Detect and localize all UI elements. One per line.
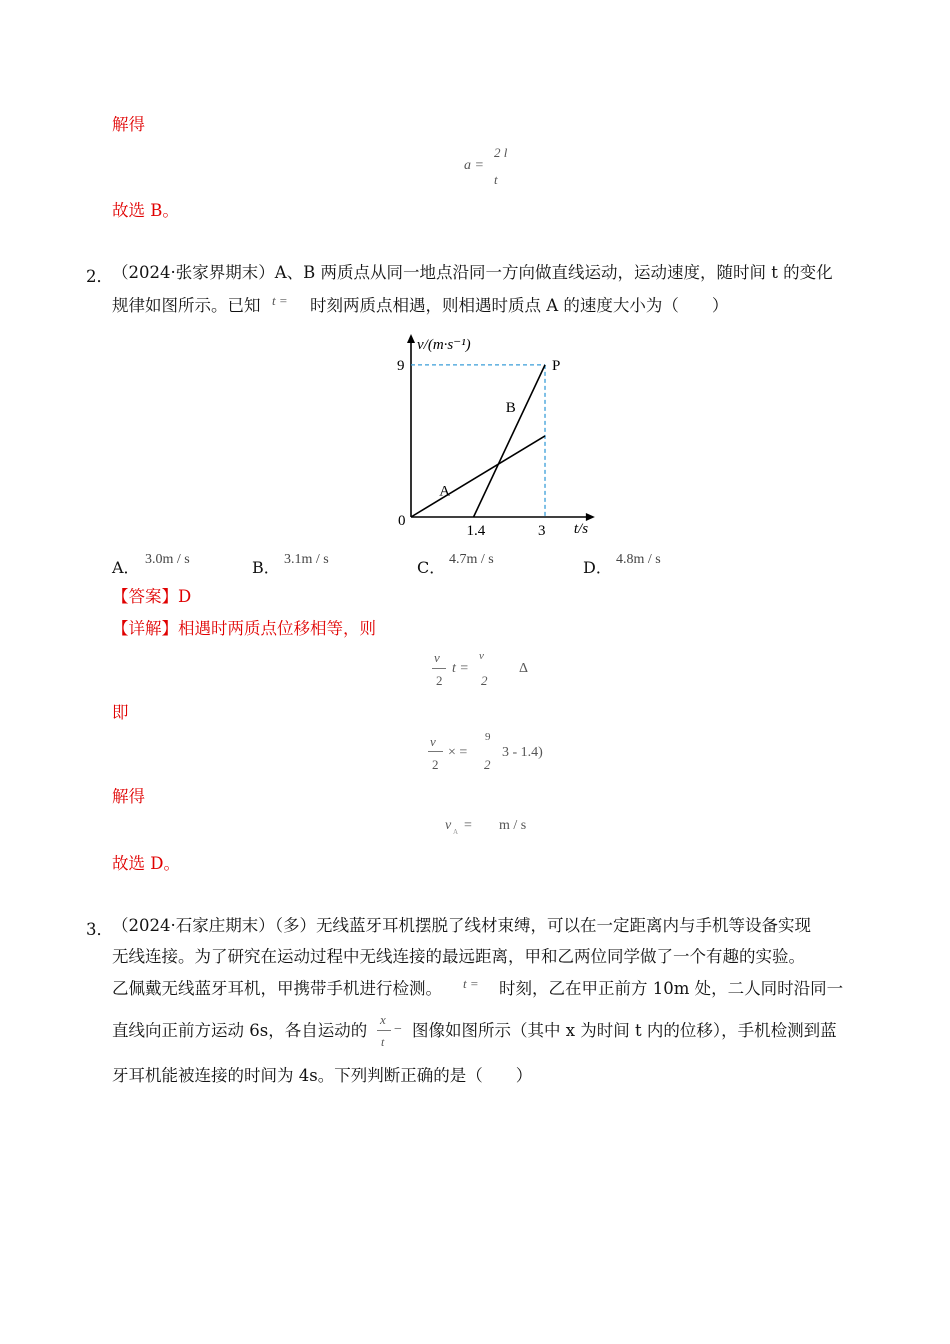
option-d-value: 4.8m / s: [616, 552, 661, 567]
question-2-line2a: 规律如图所示。已知: [112, 296, 261, 315]
point-label-p: P: [552, 357, 561, 374]
conclusion-d: 故选 D。: [112, 854, 180, 873]
eq3-unit: m / s: [499, 818, 527, 833]
eq3-mid: =: [464, 818, 472, 833]
option-d-label: D．: [583, 558, 612, 577]
series-line-a: [411, 436, 545, 517]
ji-label: 即: [112, 703, 129, 722]
x-tick-label-1-4: 1.4: [466, 523, 486, 539]
question-3-frac-num: x: [380, 1012, 386, 1027]
velocity-time-chart: [380, 325, 610, 545]
formula-a-denominator: t: [494, 172, 498, 187]
question-3-line4a: 直线向正前方运动 6s，各自运动的: [112, 1021, 368, 1040]
option-a-label: A．: [112, 558, 140, 577]
question-2-line2b: 时刻两质点相遇，则相遇时质点 A 的速度大小为（ ）: [310, 296, 729, 315]
eq3-left: v: [445, 818, 452, 833]
option-c-value: 4.7m / s: [449, 552, 494, 567]
question-3-line3b: 时刻，乙在甲正前方 10m 处，二人同时沿同一: [499, 979, 844, 998]
x-tick-label-0: 0: [398, 513, 406, 529]
detail-text: 相遇时两质点位移相等，则: [178, 619, 376, 638]
question-3-frac-bar: [377, 1030, 391, 1031]
x-tick-label-3: 3: [538, 523, 546, 539]
solution-label: 解得: [112, 115, 145, 134]
question-3-line5: 牙耳机能被连接的时间为 4s。下列判断正确的是（ ）: [112, 1066, 533, 1085]
y-axis-label: v/(m·s⁻¹): [417, 337, 471, 353]
eq1-num2: v: [479, 650, 484, 662]
eq2-mid: × =: [448, 745, 468, 760]
conclusion-b: 故选 B。: [112, 201, 179, 220]
solution-label-2: 解得: [112, 787, 145, 806]
eq2-fraction-bar: [428, 751, 443, 752]
question-2-number: 2．: [86, 267, 113, 286]
y-axis-arrow: [407, 334, 415, 343]
question-3-frac-den: t: [381, 1035, 385, 1049]
question-3-line3a: 乙佩戴无线蓝牙耳机，甲携带手机进行检测。: [112, 979, 442, 998]
question-3-line2: 无线连接。为了研究在运动过程中无线连接的最远距离，甲和乙两位同学做了一个有趣的实验。: [112, 947, 805, 966]
answer-line: [112, 587, 191, 607]
eq2-num: v: [430, 734, 436, 749]
eq1-mid: t =: [452, 661, 469, 676]
option-a-value: 3.0m / s: [145, 552, 190, 567]
question-3-number: 3．: [86, 920, 113, 939]
eq2-den: 2: [432, 757, 439, 772]
detail-line: [112, 619, 376, 639]
formula-a-numerator: 2 l: [494, 145, 508, 160]
answer-value: D: [178, 587, 192, 606]
option-b-label: B．: [252, 558, 280, 577]
question-2-t-eq: t =: [272, 293, 288, 308]
question-3-frac-tail: −: [394, 1022, 402, 1037]
answer-label: 【答案】: [112, 587, 178, 606]
y-tick-label-9: 9: [397, 357, 405, 374]
question-3-line1: （2024·石家庄期末）（多）无线蓝牙耳机摆脱了线材束缚，可以在一定距离内与手机等设备实现: [112, 916, 811, 935]
eq1-fraction-bar: [432, 668, 446, 669]
series-line-b: [474, 365, 545, 517]
question-3-t-eq: t =: [463, 976, 479, 991]
eq2-tail: 3 - 1.4): [502, 745, 543, 760]
series-label-a: A: [439, 483, 451, 500]
series-label-b: B: [505, 400, 516, 417]
eq1-den2: 2: [481, 673, 488, 688]
eq3-sub: A: [453, 828, 459, 836]
eq2-num2: 9: [485, 731, 491, 743]
eq1-num: v: [434, 650, 440, 665]
eq2-den2: 2: [484, 757, 491, 772]
question-3-line4b: 图像如图所示（其中 x 为时间 t 内的位移），手机检测到蓝: [412, 1021, 837, 1040]
formula-a-left: a =: [464, 158, 484, 173]
detail-label: 【详解】: [112, 619, 178, 638]
x-axis-label: t/s: [573, 521, 589, 537]
eq1-tail: Δ: [519, 661, 529, 676]
question-2-line1: （2024·张家界期末）A、B 两质点从同一地点沿同一方向做直线运动，运动速度，随时间 t 的变化: [112, 263, 833, 282]
option-b-value: 3.1m / s: [284, 552, 329, 567]
x-axis-arrow: [586, 513, 595, 521]
option-c-label: C．: [417, 558, 446, 577]
eq1-den: 2: [436, 673, 443, 688]
